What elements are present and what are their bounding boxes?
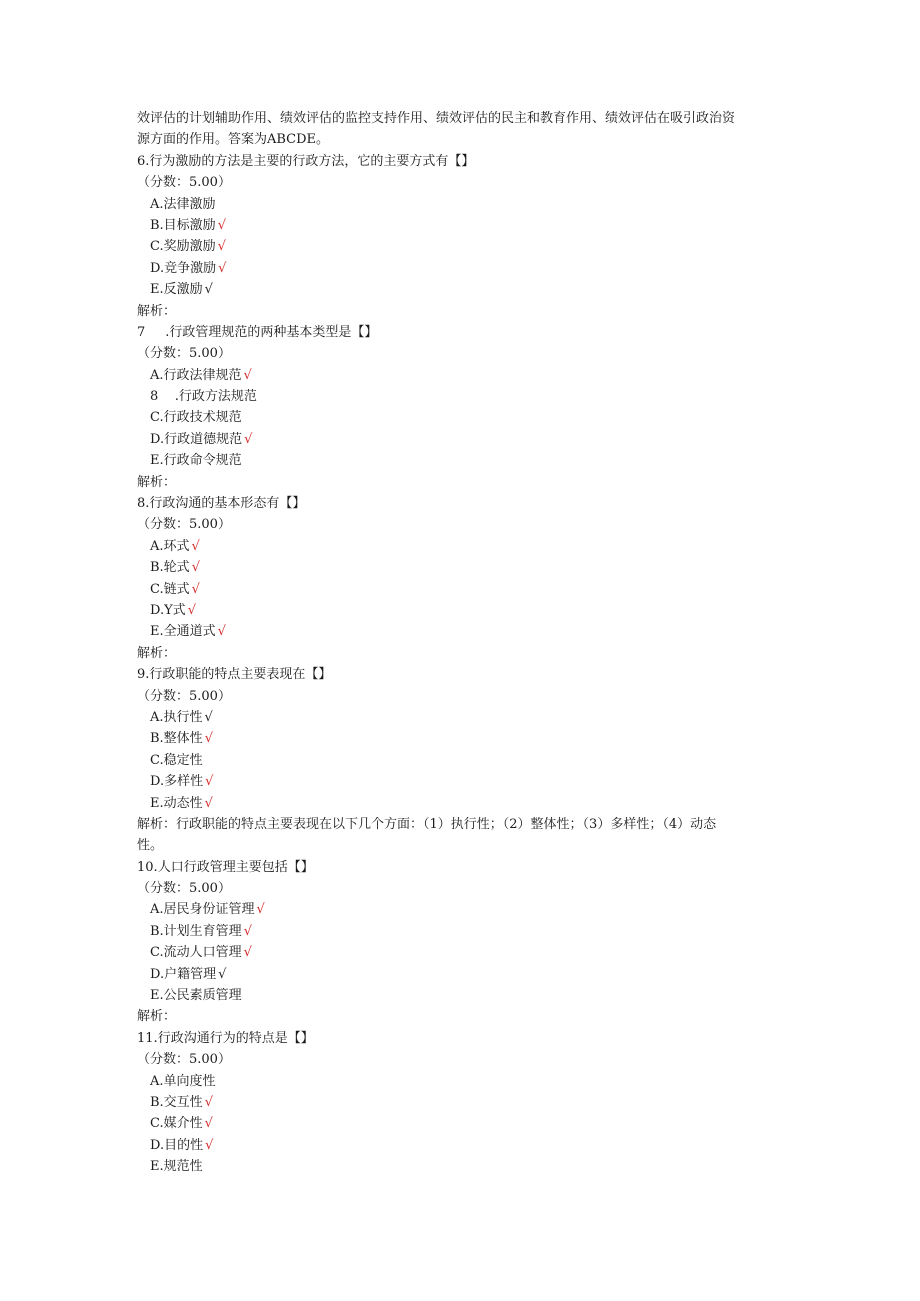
intro-line-2: 源方面的作用。答案为ABCDE。 bbox=[137, 132, 330, 148]
checkmark-icon: √ bbox=[244, 431, 253, 447]
answer-option bbox=[137, 921, 787, 942]
option-label: E.行政命令规范 bbox=[150, 453, 242, 469]
checkmark-icon: √ bbox=[204, 282, 213, 298]
question-title bbox=[137, 151, 787, 172]
answer-option bbox=[137, 1135, 787, 1156]
option-label: A.执行性 bbox=[150, 709, 203, 725]
answer-option bbox=[137, 985, 787, 1006]
checkmark-icon: √ bbox=[205, 774, 214, 790]
option-label: E.动态性 bbox=[150, 795, 203, 811]
analysis-text: 解析： bbox=[137, 303, 177, 319]
question-text: 行政沟通的基本形态有【】 bbox=[149, 496, 306, 512]
answer-option bbox=[137, 429, 787, 450]
answer-option bbox=[137, 365, 787, 386]
question-title bbox=[137, 322, 787, 343]
answer-option bbox=[137, 1156, 787, 1177]
answer-option bbox=[137, 750, 787, 771]
question-title bbox=[137, 664, 787, 685]
answer-option bbox=[137, 1113, 787, 1134]
option-label: C.流动人口管理 bbox=[150, 945, 242, 961]
question-score: （分数：5.00） bbox=[137, 881, 231, 897]
option-label: A.法律激励 bbox=[150, 196, 216, 212]
question-number: 11. bbox=[137, 1030, 158, 1046]
answer-option bbox=[137, 1092, 787, 1113]
checkmark-icon: √ bbox=[243, 923, 252, 939]
answer-option bbox=[137, 771, 787, 792]
option-label: D.竞争激励 bbox=[150, 260, 217, 276]
answer-option bbox=[137, 793, 787, 814]
question-number: 6. bbox=[137, 153, 150, 169]
answer-option bbox=[137, 1071, 787, 1092]
intro-line-1: 效评估的计划辅助作用、绩效评估的监控支持作用、绩效评估的民主和教育作用、绩效评估在吸引政治资 bbox=[137, 111, 736, 126]
option-label: E.公民素质管理 bbox=[150, 988, 242, 1004]
question-score: （分数：5.00） bbox=[137, 346, 231, 362]
document-content bbox=[137, 108, 787, 1178]
answer-option bbox=[137, 557, 787, 578]
checkmark-icon: √ bbox=[256, 902, 265, 918]
question-title bbox=[137, 1028, 787, 1049]
checkmark-icon: √ bbox=[243, 367, 252, 383]
option-label: B.整体性 bbox=[150, 731, 203, 747]
question-number: 10. bbox=[137, 859, 158, 875]
option-label: E.全通道式 bbox=[150, 624, 216, 640]
option-label: B.轮式 bbox=[150, 560, 190, 576]
question-text: 行政沟通行为的特点是【】 bbox=[157, 1030, 314, 1046]
question-block bbox=[137, 493, 787, 664]
option-label: A.居民身份证管理 bbox=[150, 902, 255, 918]
analysis-text: 解析： bbox=[137, 645, 177, 661]
checkmark-icon: √ bbox=[218, 260, 227, 276]
question-score: （分数：5.00） bbox=[137, 175, 231, 191]
option-label: C.行政技术规范 bbox=[150, 410, 242, 426]
answer-option bbox=[137, 899, 787, 920]
checkmark-icon: √ bbox=[187, 602, 196, 618]
checkmark-icon: √ bbox=[191, 560, 200, 576]
option-label: E.反激励 bbox=[150, 282, 203, 298]
analysis-text: 解析： bbox=[137, 474, 177, 490]
option-label: E.规范性 bbox=[150, 1159, 203, 1175]
answer-option bbox=[137, 450, 787, 471]
question-block bbox=[137, 322, 787, 493]
answer-option bbox=[137, 536, 787, 557]
question-score: （分数：5.00） bbox=[137, 517, 231, 533]
option-label: B.计划生育管理 bbox=[150, 923, 242, 939]
checkmark-icon: √ bbox=[205, 1137, 214, 1153]
question-list bbox=[137, 151, 787, 1178]
answer-option bbox=[137, 621, 787, 642]
option-label: D.目的性 bbox=[150, 1137, 204, 1153]
analysis-text: 解析：行政职能的特点主要表现在以下几个方面：（1）执行性；（2）整体性；（3）多样性；（4）动态 bbox=[137, 816, 717, 832]
checkmark-icon: √ bbox=[204, 709, 213, 725]
checkmark-icon: √ bbox=[217, 239, 226, 255]
checkmark-icon: √ bbox=[243, 945, 252, 961]
option-label: C.媒介性 bbox=[150, 1116, 203, 1132]
checkmark-icon: √ bbox=[191, 581, 200, 597]
question-title bbox=[137, 493, 787, 514]
answer-option bbox=[137, 707, 787, 728]
checkmark-icon: √ bbox=[217, 624, 226, 640]
checkmark-icon: √ bbox=[204, 1116, 213, 1132]
option-label: 8 .行政方法规范 bbox=[150, 389, 257, 405]
option-label: C.奖励激励 bbox=[150, 239, 216, 255]
option-label: D.户籍管理 bbox=[150, 966, 217, 982]
option-label: B.目标激励 bbox=[150, 217, 216, 233]
checkmark-icon: √ bbox=[204, 1094, 213, 1110]
question-block bbox=[137, 1028, 787, 1178]
question-text: 人口行政管理主要包括【】 bbox=[157, 859, 314, 875]
option-label: D.Y式 bbox=[150, 602, 186, 618]
question-text: .行政管理规范的两种基本类型是【】 bbox=[165, 324, 378, 340]
analysis-text: 解析： bbox=[137, 1009, 177, 1025]
checkmark-icon: √ bbox=[204, 731, 213, 747]
question-score: （分数：5.00） bbox=[137, 688, 231, 704]
option-label: C.链式 bbox=[150, 581, 190, 597]
question-block bbox=[137, 664, 787, 857]
option-label: B.交互性 bbox=[150, 1094, 203, 1110]
question-number: 9. bbox=[137, 667, 150, 683]
option-label: A.环式 bbox=[150, 538, 190, 554]
question-text: 行为激励的方法是主要的行政方法，它的主要方式有【】 bbox=[149, 153, 475, 169]
answer-option bbox=[137, 579, 787, 600]
answer-option bbox=[137, 194, 787, 215]
question-score: （分数：5.00） bbox=[137, 1052, 231, 1068]
question-block bbox=[137, 151, 787, 322]
option-label: C.稳定性 bbox=[150, 752, 203, 768]
checkmark-icon: √ bbox=[191, 538, 200, 554]
question-block bbox=[137, 857, 787, 1028]
analysis-text: 性。 bbox=[137, 838, 164, 854]
answer-option bbox=[137, 279, 787, 300]
answer-option bbox=[137, 236, 787, 257]
answer-option bbox=[137, 386, 787, 407]
checkmark-icon: √ bbox=[217, 217, 226, 233]
question-title bbox=[137, 857, 787, 878]
answer-option bbox=[137, 258, 787, 279]
question-text: 行政职能的特点主要表现在【】 bbox=[149, 667, 332, 683]
answer-option bbox=[137, 600, 787, 621]
answer-option bbox=[137, 728, 787, 749]
option-label: A.行政法律规范 bbox=[150, 367, 242, 383]
checkmark-icon: √ bbox=[204, 795, 213, 811]
question-number: 7 bbox=[137, 324, 146, 340]
answer-option bbox=[137, 964, 787, 985]
option-label: A.单向度性 bbox=[150, 1073, 216, 1089]
question-number: 8. bbox=[137, 496, 150, 512]
option-label: D.行政道德规范 bbox=[150, 431, 243, 447]
answer-option bbox=[137, 942, 787, 963]
checkmark-icon: √ bbox=[218, 966, 227, 982]
answer-option bbox=[137, 407, 787, 428]
option-label: D.多样性 bbox=[150, 774, 204, 790]
answer-option bbox=[137, 215, 787, 236]
